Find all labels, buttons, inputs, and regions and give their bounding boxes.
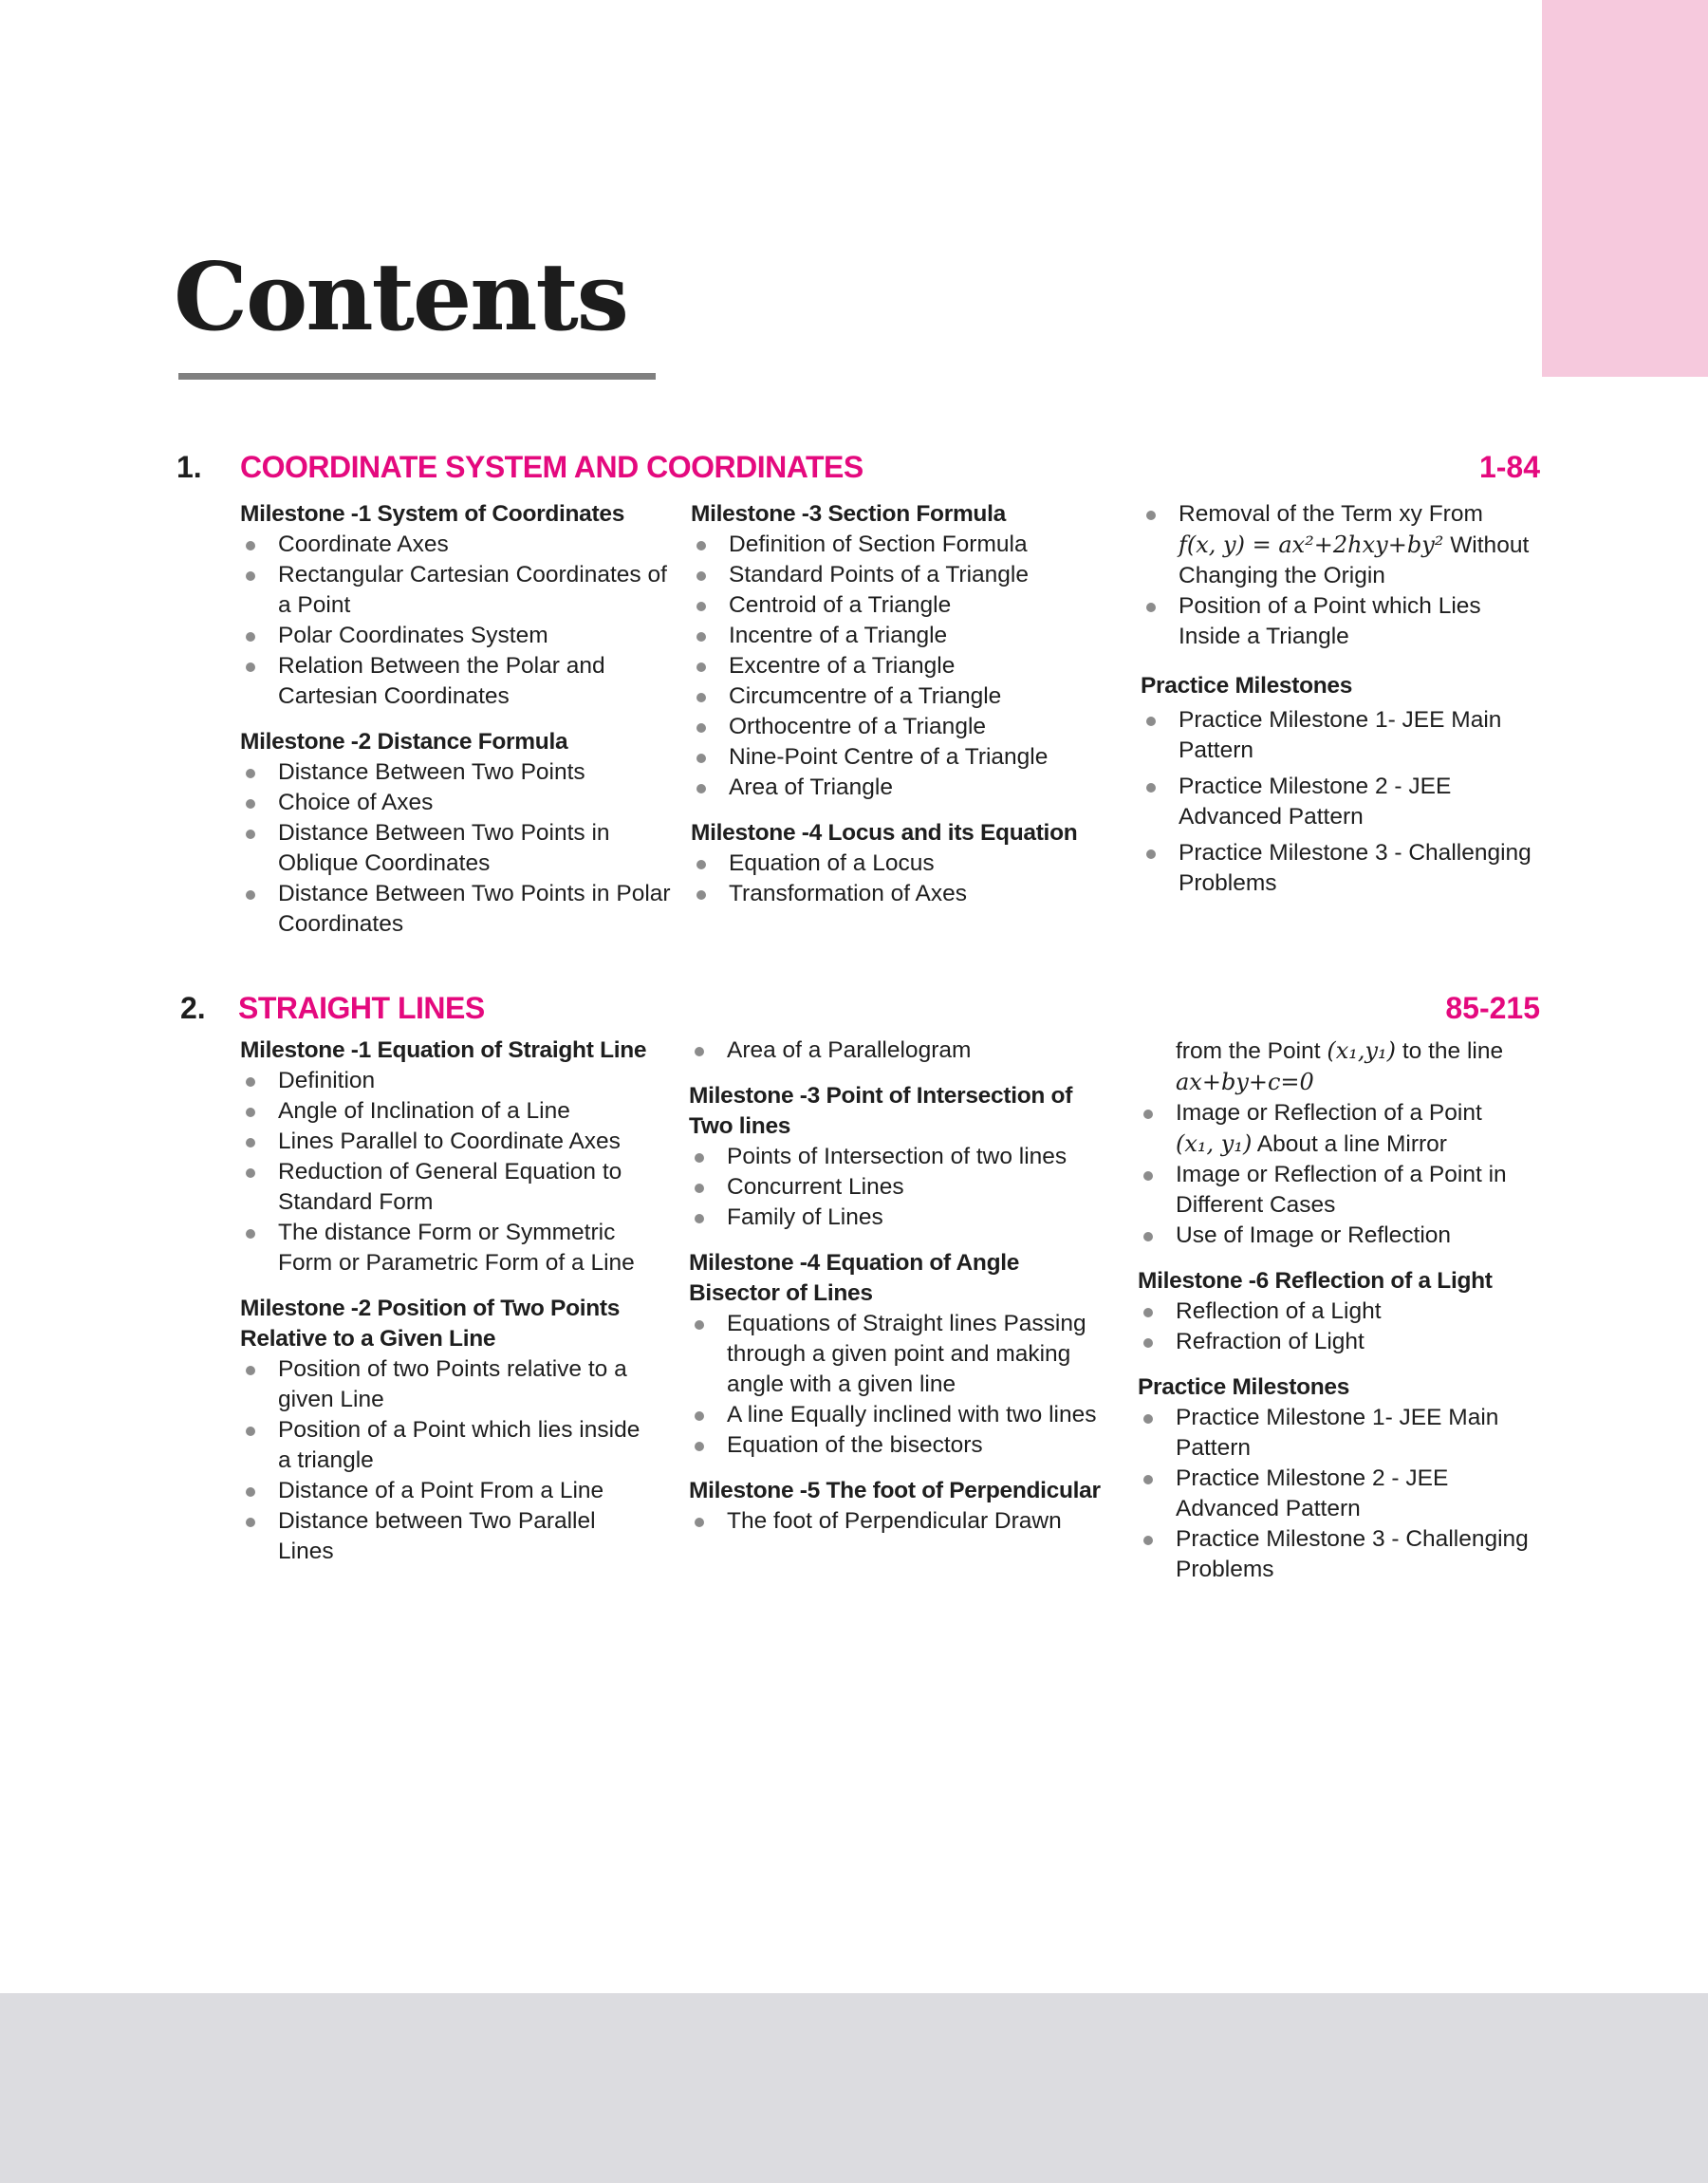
list-item[interactable]: Distance of a Point From a Line [240, 1476, 648, 1506]
list-item[interactable]: Lines Parallel to Coordinate Axes [240, 1127, 648, 1157]
list-item[interactable]: Area of a Parallelogram [689, 1036, 1106, 1066]
list-item[interactable]: Equations of Straight lines Passing through a given point and making angle with a given line [689, 1309, 1106, 1400]
list-item[interactable]: Distance between Two Parallel Lines [240, 1506, 648, 1567]
list-item[interactable]: The distance Form or Symmetric Form or Parametric Form of a Line [240, 1218, 648, 1278]
list-item[interactable]: Practice Milestone 2 - JEE Advanced Pattern [1141, 772, 1539, 832]
list-item-continuation: from the Point (x₁,y₁) to the line ax+by+c=0 [1176, 1037, 1504, 1095]
milestone-heading[interactable]: Milestone -6 Reflection of a Light [1138, 1268, 1493, 1294]
list-item[interactable]: Concurrent Lines [689, 1172, 1106, 1203]
chapter-1-column-3 [1141, 499, 1539, 905]
list-item[interactable]: Practice Milestone 3 - Challenging Problems [1138, 1524, 1536, 1585]
list-item[interactable]: Area of Triangle [691, 773, 1123, 803]
page-title: Contents [174, 243, 627, 352]
footer-band [0, 1993, 1708, 2183]
chapter-1-column-1 [240, 499, 672, 940]
list-item[interactable]: Position of two Points relative to a given Line [240, 1354, 648, 1415]
list-item[interactable]: Position of a Point which lies inside a triangle [240, 1415, 648, 1476]
milestone-heading[interactable]: Milestone -3 Section Formula [691, 501, 1006, 527]
list-item[interactable]: Equation of a Locus [691, 849, 1123, 879]
list-item[interactable]: Distance Between Two Points in Oblique Coordinates [240, 818, 672, 879]
chapter-2-column-3 [1138, 1036, 1536, 1585]
list-item[interactable]: Transformation of Axes [691, 879, 1123, 909]
list-item[interactable]: Relation Between the Polar and Cartesian Coordinates [240, 651, 672, 712]
pink-corner-tab [1542, 0, 1708, 377]
milestone-heading[interactable]: Milestone -1 System of Coordinates [240, 501, 625, 527]
list-item[interactable]: Standard Points of a Triangle [691, 560, 1123, 590]
chapter-2-number: 2. [180, 991, 206, 1025]
list-item[interactable]: Image or Reflection of a Point in Different Cases [1138, 1160, 1536, 1221]
formula: f(x, y) = ax²+2hxy+by² [1179, 532, 1444, 558]
chapter-2-title[interactable]: STRAIGHT LINES [238, 991, 485, 1025]
milestone-heading[interactable]: Milestone -3 Point of Intersection of Two lines [689, 1083, 1073, 1139]
list-item[interactable]: Angle of Inclination of a Line [240, 1096, 648, 1127]
list-item[interactable]: Family of Lines [689, 1203, 1106, 1233]
list-item[interactable]: Excentre of a Triangle [691, 651, 1123, 681]
list-item[interactable]: Choice of Axes [240, 788, 672, 818]
practice-milestones-heading[interactable]: Practice Milestones [1138, 1374, 1350, 1400]
list-item[interactable]: Nine-Point Centre of a Triangle [691, 742, 1123, 773]
list-item[interactable]: Practice Milestone 1- JEE Main Pattern [1141, 705, 1539, 766]
list-item[interactable]: Practice Milestone 2 - JEE Advanced Pattern [1138, 1464, 1536, 1524]
list-item-image-of-point[interactable]: Image or Reflection of a Point (x₁, y₁) About a line Mirror [1138, 1098, 1536, 1160]
title-underline [178, 373, 656, 380]
list-item[interactable]: Equation of the bisectors [689, 1430, 1106, 1461]
list-item[interactable]: Distance Between Two Points in Polar Coordinates [240, 879, 672, 940]
milestone-heading[interactable]: Milestone -1 Equation of Straight Line [240, 1037, 647, 1063]
milestone-heading[interactable]: Milestone -2 Distance Formula [240, 729, 568, 755]
chapter-1-number: 1. [176, 450, 202, 484]
list-item[interactable]: Reflection of a Light [1138, 1297, 1536, 1327]
list-item[interactable]: Definition of Section Formula [691, 530, 1123, 560]
list-item[interactable]: Definition [240, 1066, 648, 1096]
chapter-1-title[interactable]: COORDINATE SYSTEM AND COORDINATES [240, 450, 863, 484]
list-item-removal-of-xy[interactable]: Removal of the Term xy From f(x, y) = ax²+2hxy+by² Without Changing the Origin [1141, 499, 1539, 591]
chapter-2-pages: 85-215 [1445, 991, 1540, 1025]
list-item[interactable]: Rectangular Cartesian Coordinates of a Point [240, 560, 672, 621]
milestone-heading[interactable]: Milestone -4 Locus and its Equation [691, 820, 1078, 846]
list-item[interactable]: Practice Milestone 3 - Challenging Problems [1141, 838, 1539, 899]
list-item[interactable]: Circumcentre of a Triangle [691, 681, 1123, 712]
list-item[interactable]: Distance Between Two Points [240, 757, 672, 788]
chapter-1-pages: 1-84 [1478, 450, 1540, 484]
list-item[interactable]: Orthocentre of a Triangle [691, 712, 1123, 742]
list-item[interactable]: Use of Image or Reflection [1138, 1221, 1536, 1251]
list-item[interactable]: Reduction of General Equation to Standard Form [240, 1157, 648, 1218]
list-item[interactable]: Refraction of Light [1138, 1327, 1536, 1357]
milestone-heading[interactable]: Milestone -4 Equation of Angle Bisector of Lines [689, 1250, 1020, 1306]
list-item[interactable]: The foot of Perpendicular Drawn [689, 1506, 1106, 1537]
chapter-1-column-2 [691, 499, 1123, 909]
list-item[interactable]: Position of a Point which Lies Inside a Triangle [1141, 591, 1539, 652]
practice-milestones-heading[interactable]: Practice Milestones [1141, 673, 1353, 699]
list-item[interactable]: Centroid of a Triangle [691, 590, 1123, 621]
list-item[interactable]: Points of Intersection of two lines [689, 1142, 1106, 1172]
milestone-heading[interactable]: Milestone -5 The foot of Perpendicular [689, 1478, 1101, 1503]
list-item[interactable]: A line Equally inclined with two lines [689, 1400, 1106, 1430]
list-item[interactable]: Incentre of a Triangle [691, 621, 1123, 651]
chapter-2-column-2 [689, 1036, 1106, 1537]
list-item[interactable]: Coordinate Axes [240, 530, 672, 560]
chapter-2-column-1 [240, 1036, 648, 1567]
milestone-heading[interactable]: Milestone -2 Position of Two Points Relative to a Given Line [240, 1296, 621, 1352]
list-item[interactable]: Polar Coordinates System [240, 621, 672, 651]
list-item[interactable]: Practice Milestone 1- JEE Main Pattern [1138, 1403, 1536, 1464]
